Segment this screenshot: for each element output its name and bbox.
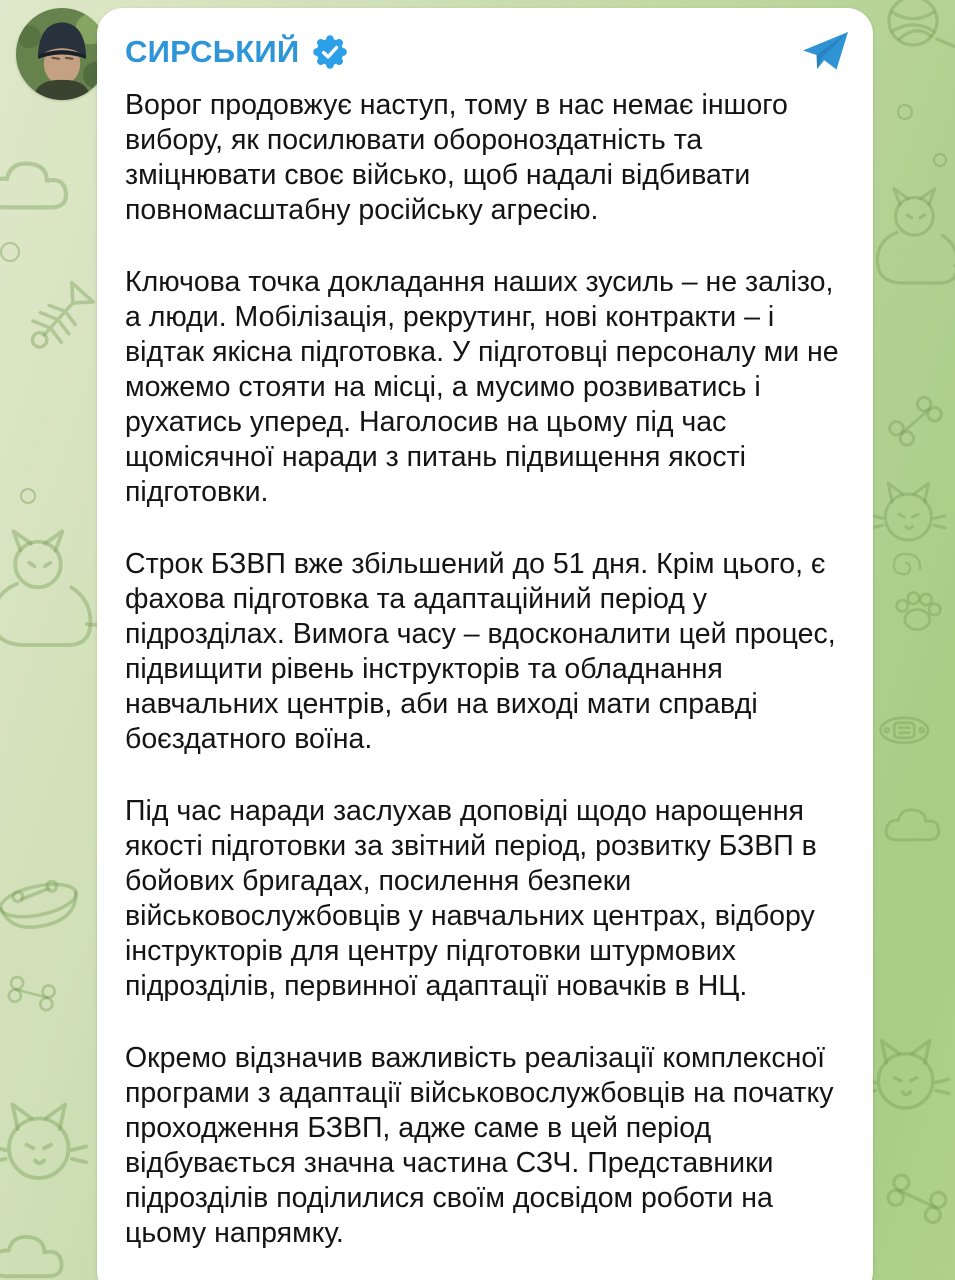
message-paragraph-4: Під час наради заслухав доповіді щодо нарощення якості підготовки за звітний період, розвитку БЗВП в бойових бригадах, посилення безпеки військовослужбовців у навчальних центрах, відбору інструкторів для центру підготовки штурмових підрозділів, первинної адаптації новачків в НЦ.: [125, 795, 817, 1002]
message-bubble: [97, 8, 873, 1280]
message-header: [97, 8, 873, 72]
message-paragraph-5: Окремо відзначив важливість реалізації комплексної програми з адаптації військовослужбовців на початку проходження БЗВП, адже саме в цей період відбувається значна частина СЗЧ. Представники підрозділів поділилися своїм досвідом роботи на цьому напрямку.: [125, 1042, 834, 1249]
message-paragraph-3: Строк БЗВП вже збільшений до 51 дня. Крім цього, є фахова підготовка та адаптаційний період у підрозділах. Вимога часу – вдосконалити цей процес, підвищити рівень інструкторів та обладнання навчальних центрів, аби на виході мати справді боєздатного воїна.: [125, 548, 836, 755]
avatar[interactable]: [16, 8, 108, 100]
verified-badge-icon: [313, 35, 347, 69]
avatar-portrait: [16, 8, 108, 100]
message-paragraph-1: Ворог продовжує наступ, тому в нас немає іншого вибору, як посилювати обороноздатність та зміцнювати своє військо, щоб надалі відбивати повномасштабну російську агресію.: [125, 89, 788, 226]
message-text: [97, 72, 870, 1251]
channel-name[interactable]: СИРСЬКИЙ: [125, 34, 300, 69]
telegram-paper-plane-icon[interactable]: [801, 30, 851, 74]
message-paragraph-2: Ключова точка докладання наших зусиль – не залізо, а люди. Мобілізація, рекрутинг, нові контракти – і відтак якісна підготовка. У підготовці персоналу ми не можемо стояти на місці, а мусимо розвиватись і рухатись уперед. Наголосив на цьому під час щомісячної наради з питань підвищення якості підготовки.: [125, 266, 839, 508]
